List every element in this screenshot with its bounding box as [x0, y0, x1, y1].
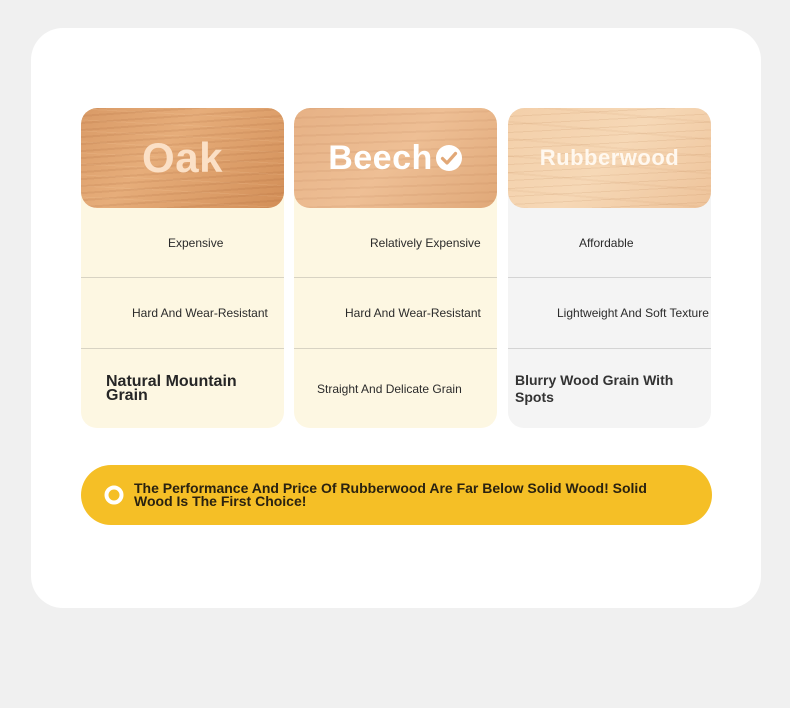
rubberwood-price: Affordable [579, 235, 634, 250]
column-oak [81, 108, 284, 428]
rubberwood-hardness: Lightweight And Soft Texture [557, 306, 709, 320]
rubberwood-hardness-cell [508, 278, 711, 349]
column-beech [294, 108, 497, 428]
beech-title: Beech [328, 138, 433, 177]
oak-grain-cell [81, 349, 284, 428]
rubberwood-grain: Blurry Wood Grain With Spots [515, 372, 674, 405]
ring-icon [104, 485, 124, 505]
oak-hardness: Hard And Wear-Resistant [132, 306, 268, 320]
oak-price: Expensive [168, 235, 224, 250]
comparison-card [31, 28, 761, 608]
beech-grain-cell [294, 349, 497, 428]
beech-grain: Straight And Delicate Grain [317, 382, 462, 396]
conclusion-banner [81, 465, 712, 525]
column-rubberwood [508, 108, 711, 428]
rubberwood-price-cell [508, 208, 711, 278]
beech-price: Relatively Expensive [370, 235, 481, 250]
oak-price-cell [81, 208, 284, 278]
beech-hardness-cell [294, 278, 497, 349]
oak-grain: Natural Mountain Grain [106, 373, 237, 404]
beech-hardness: Hard And Wear-Resistant [345, 306, 481, 320]
conclusion-text: The Performance And Price Of Rubberwood Are Far Below Solid Wood! Solid Wood Is The First Choice! [134, 480, 647, 509]
beech-price-cell [294, 208, 497, 278]
oak-title: Oak [142, 134, 223, 181]
beech-header [294, 108, 497, 208]
rubberwood-header [508, 108, 711, 208]
oak-hardness-cell [81, 278, 284, 349]
rubberwood-grain-cell [508, 349, 711, 428]
rubberwood-title: Rubberwood [539, 145, 680, 170]
oak-header [81, 108, 284, 208]
check-circle-icon [435, 144, 463, 172]
